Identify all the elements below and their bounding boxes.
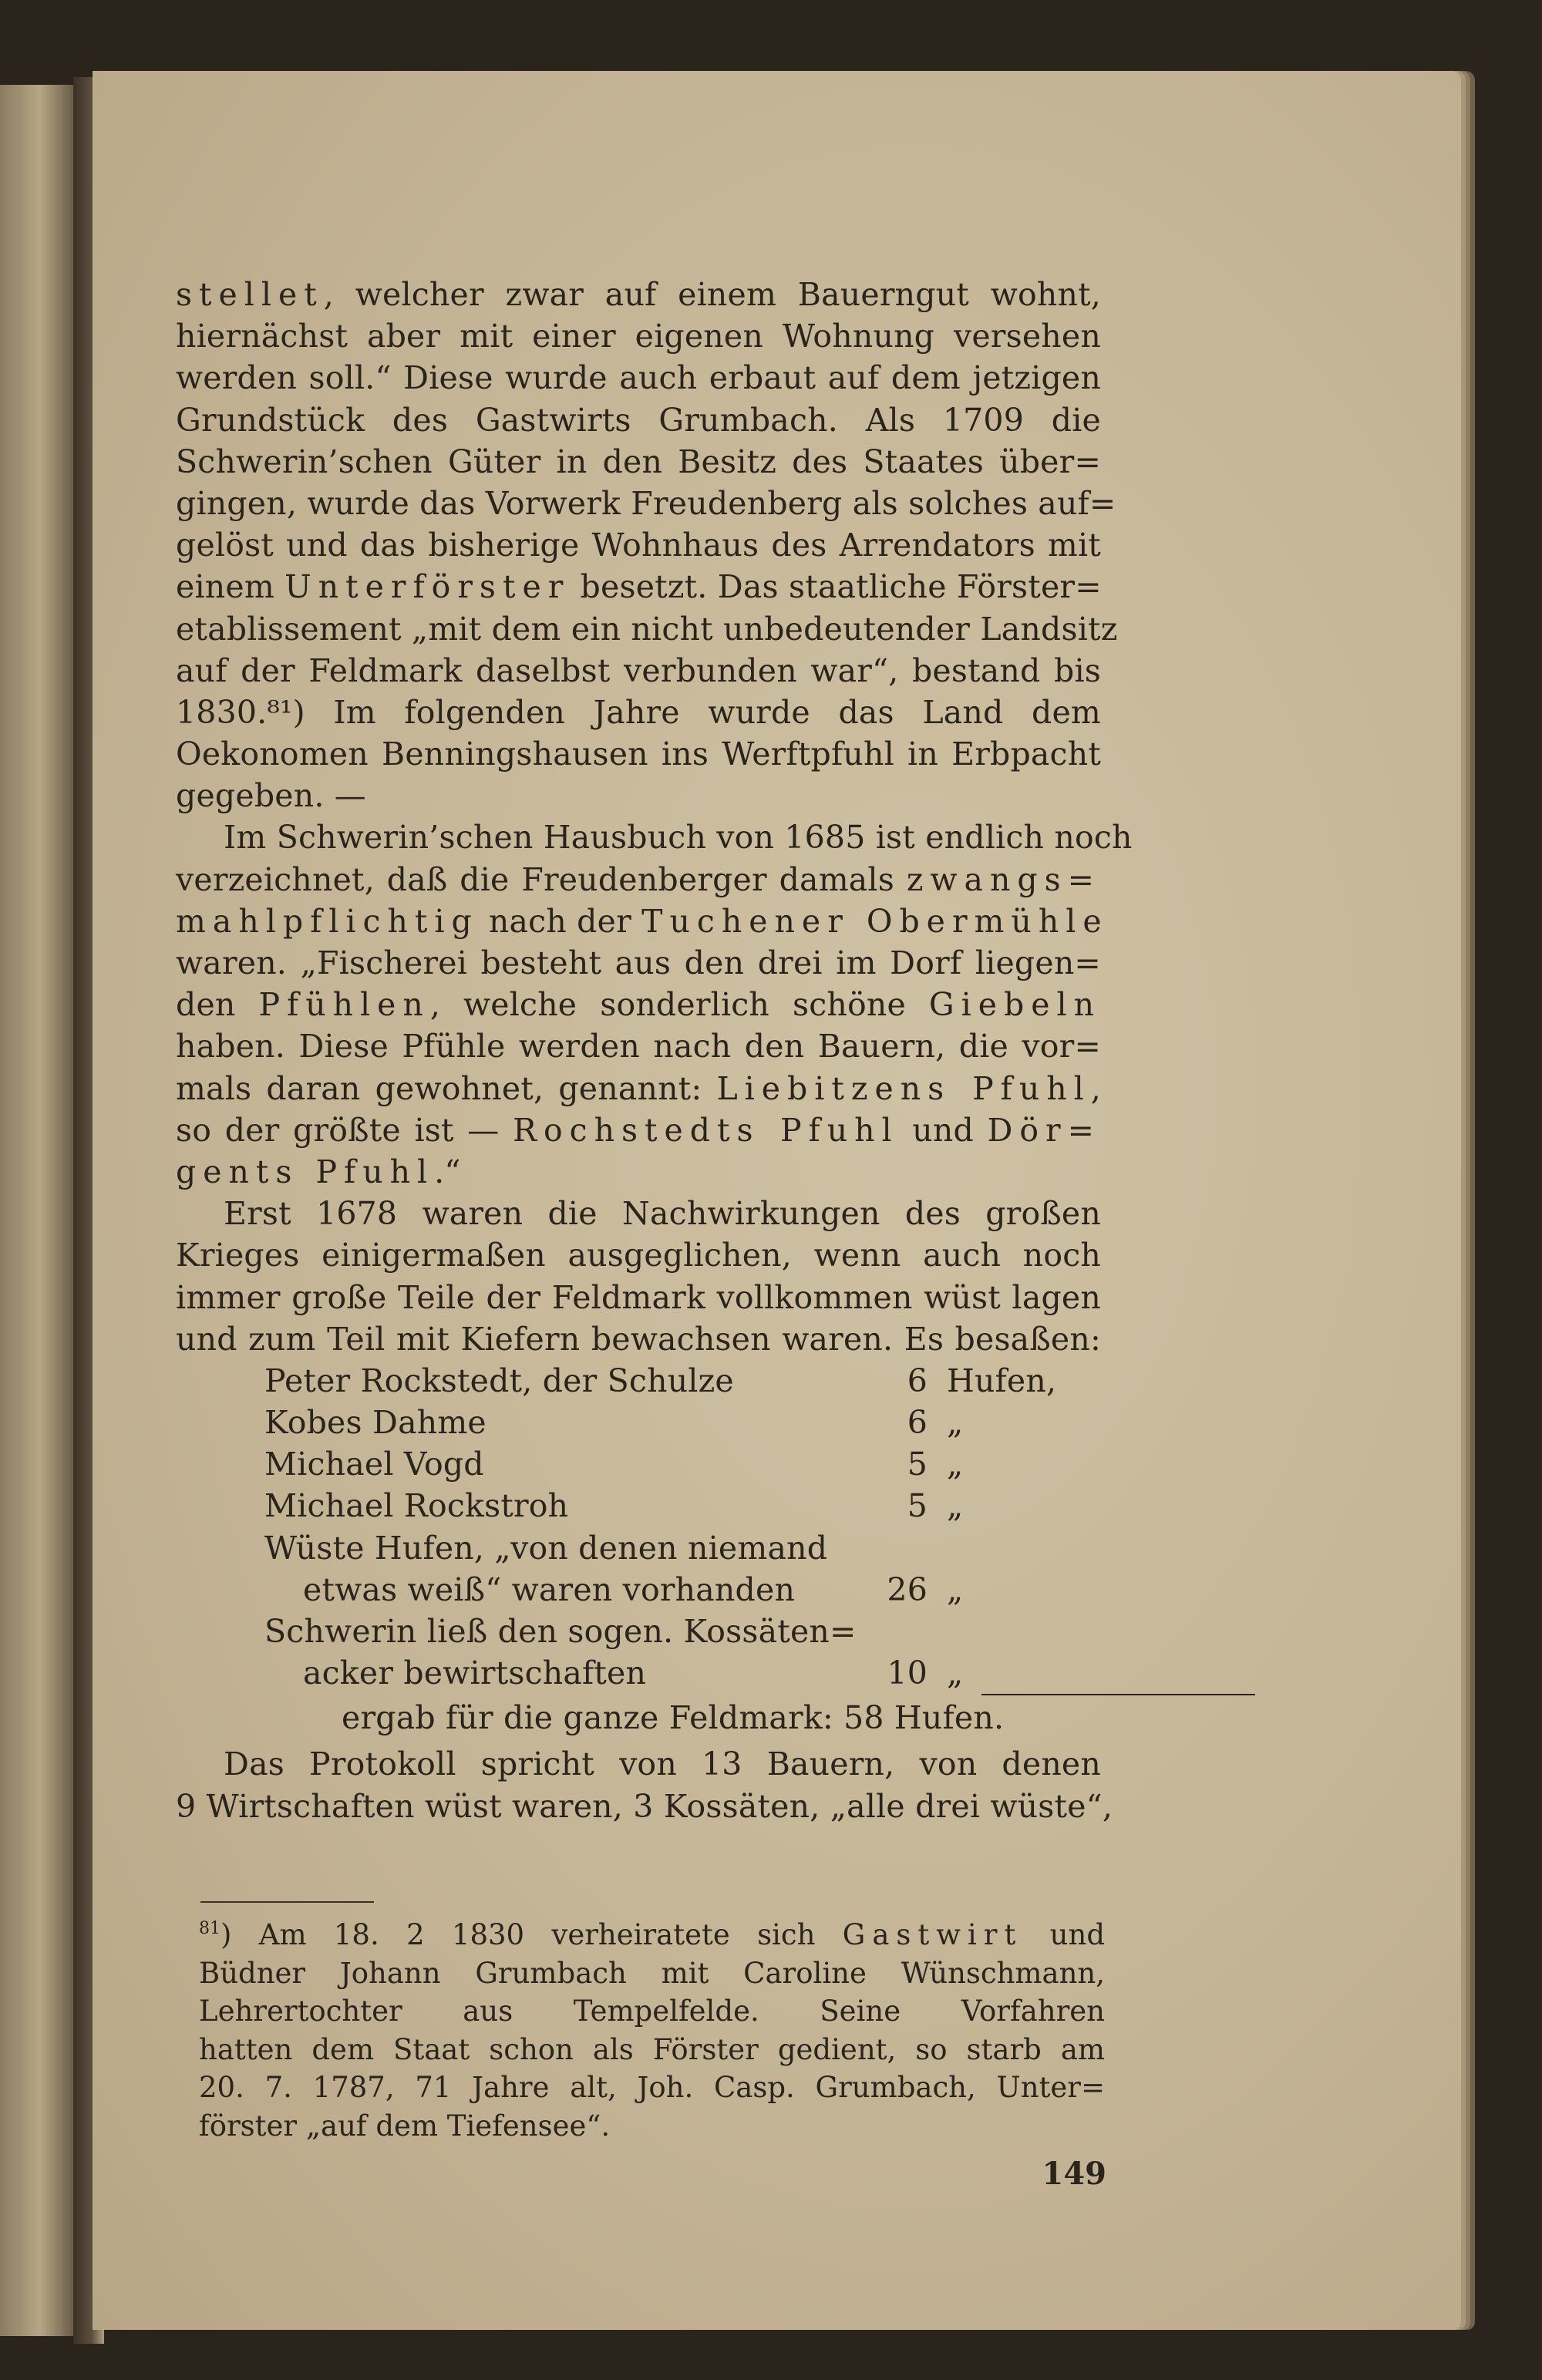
left-page-edge: [0, 85, 73, 2336]
sum-rule: [981, 1694, 1255, 1695]
holding-row: etwas weiß“ waren vorhanden 26 „: [303, 1570, 964, 1608]
footnote-line: 20. 7. 1787, 71 Jahre alt, Joh. Casp. Grumbach, Unter=: [199, 2071, 1105, 2104]
text-line: Grundstück des Gastwirts Grumbach. Als 1709 die: [176, 401, 1101, 439]
text-line: haben. Diese Pfühle werden nach den Bauern, die vor=: [176, 1028, 1101, 1065]
text-line: Das Protokoll spricht von 13 Bauern, von denen: [224, 1745, 1101, 1783]
text-line: gelöst und das bisherige Wohnhaus des Arrendators mit: [176, 527, 1101, 564]
text-line: den Pfühlen, welche sonderlich schöne Giebeln: [176, 986, 1102, 1024]
footnote-line: Lehrertochter aus Tempelfelde. Seine Vorfahren: [199, 1995, 1105, 2028]
text-line: mals daran gewohnet, genannt: Liebitzens Pfuhl,: [176, 1069, 1101, 1107]
text-line: immer große Teile der Feldmark vollkommen wüst lagen: [176, 1278, 1101, 1316]
text-line: 9 Wirtschaften wüst waren, 3 Kossäten, „alle drei wüste“,: [176, 1787, 1113, 1825]
text-line: einem Unterförster besetzt. Das staatliche Förster=: [176, 568, 1102, 606]
holding-row: Kobes Dahme 6 „: [264, 1404, 964, 1442]
body-text: [176, 274, 1133, 1827]
text-line: auf der Feldmark daselbst verbunden war“, bestand bis: [176, 651, 1101, 689]
text-line: Krieges einigermaßen ausgeglichen, wenn auch noch: [176, 1237, 1101, 1274]
text-line: verzeichnet, daß die Freudenberger damals zwangs=: [176, 860, 1101, 898]
footnote: [199, 1916, 1105, 2145]
footnote-line: hatten dem Staat schon als Förster gedient, so starb am: [199, 2032, 1105, 2066]
text-line: Schwerin’schen Güter in den Besitz des Staates über=: [176, 443, 1101, 480]
text-line: und zum Teil mit Kiefern bewachsen waren. Es besaßen:: [176, 1320, 1101, 1358]
holding-row: acker bewirtschaften 10 „: [303, 1655, 964, 1692]
text-line: etablissement „mit dem ein nicht unbedeutender Landsitz: [176, 610, 1118, 648]
footnote-line: $^{81}$) Am 18. 2 1830 verheiratete sich Gastwirt und: [199, 1918, 1105, 1951]
text-line: so der größte ist — Rochstedts Pfuhl und Dör=: [176, 1111, 1102, 1149]
holding-row: Schwerin ließ den sogen. Kossäten=: [264, 1613, 857, 1650]
page-number: 149: [1042, 2156, 1106, 2192]
text-line: Im Schwerin’schen Hausbuch von 1685 ist endlich noch: [224, 819, 1133, 857]
text-line: hiernächst aber mit einer eigenen Wohnung versehen: [176, 318, 1101, 355]
text-line: werden soll.“ Diese wurde auch erbaut auf dem jetzigen: [176, 359, 1101, 397]
total-line: ergab für die ganze Feldmark: 58 Hufen.: [176, 1694, 1101, 1743]
footnote-line: förster „auf dem Tiefensee“.: [199, 2109, 611, 2143]
holding-row: Peter Rockstedt, der Schulze 6 Hufen,: [264, 1362, 1057, 1399]
text-line: 1830.⁸¹) Im folgenden Jahre wurde das Land dem: [176, 693, 1101, 731]
holding-row: Michael Rockstroh 5 „: [264, 1487, 964, 1525]
text-line: gegeben. —: [176, 777, 366, 815]
text-line: stellet, welcher zwar auf einem Bauerngut wohnt,: [176, 276, 1101, 313]
holding-row: Michael Vogd 5 „: [264, 1446, 964, 1483]
text-line: gingen, wurde das Vorwerk Freudenberg als solches auf=: [176, 484, 1116, 522]
text-line: gents Pfuhl.“: [176, 1153, 461, 1190]
holding-row: Wüste Hufen, „von denen niemand: [264, 1529, 828, 1567]
text-line: waren. „Fischerei besteht aus den drei im Dorf liegen=: [176, 944, 1101, 981]
text-line: mahlpflichtig nach der Tuchener Obermühle: [176, 902, 1109, 940]
text-line: Oekonomen Benningshausen ins Werftpfuhl in Erbpacht: [176, 736, 1101, 773]
footnote-line: Büdner Johann Grumbach mit Caroline Wünschmann,: [199, 1956, 1105, 1990]
footnote-rule: [200, 1901, 374, 1903]
text-line: Erst 1678 waren die Nachwirkungen des großen: [224, 1195, 1101, 1233]
